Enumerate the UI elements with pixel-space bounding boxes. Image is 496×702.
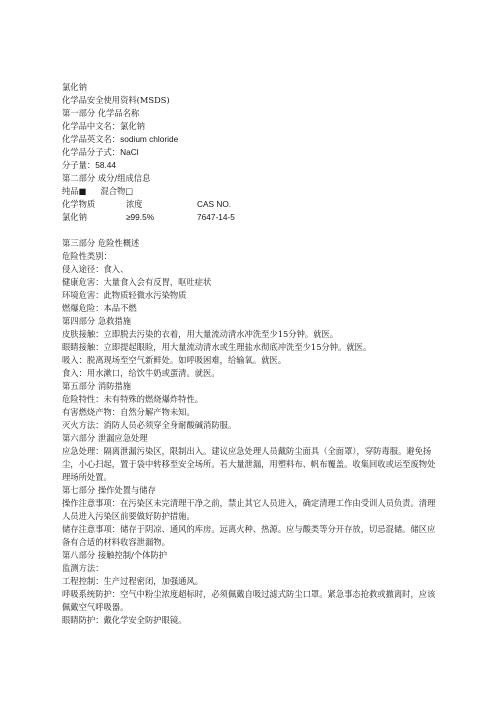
respiratory-protection: 呼吸系统防护：空气中粉尘浓度超标时，必须佩戴自吸过滤式防尘口罩。紧急事态抢救或撤离时，应该佩戴空气呼吸器。 (62, 589, 436, 612)
en-name (62, 133, 442, 146)
danger-properties: 危险特性：未有特殊的燃烧爆炸特性。 (62, 394, 204, 404)
part4-heading: 第四部分 急救措施 (62, 316, 132, 326)
formula (62, 146, 442, 159)
inhalation: 吸入：脱离现场至空气新鲜处。如呼吸困难，给输氧。就医。 (62, 355, 287, 365)
hazard-category: 危险性类别： (62, 251, 112, 261)
monitoring-method: 监测方法： (62, 563, 104, 573)
composition-header (62, 198, 442, 211)
spacer (62, 224, 442, 237)
part5-heading: 第五部分 消防措施 (62, 381, 132, 391)
extinguish-method: 灭火方法：消防人员必须穿全身耐酸碱消防服。 (62, 420, 237, 430)
composition-row (62, 211, 442, 224)
part3-heading: 第三部分 危险性概述 (62, 238, 140, 248)
eye-protection: 眼睛防护：戴化学安全防护眼镜。 (62, 615, 187, 625)
formula-label: 化学品分子式： (62, 147, 121, 157)
comp-cas: 7647-14-5 (197, 212, 235, 222)
leak-response: 应急处理：隔离泄漏污染区，限制出入。建议应急处理人员戴防尘面具（全面罩），穿防毒服。避免扬尘，小心扫起，置于袋中转移至安全场所。若大量泄漏，用塑料布、帆布覆盖。收集回收或运至废物处理场所处置。 (62, 446, 436, 482)
environment-hazard: 环境危害：此物质轻微水污染物质 (62, 290, 187, 300)
comp-header-concentration: 浓度 (126, 199, 143, 209)
ingestion: 食入：用水漱口，给饮牛奶或蛋清。就医。 (62, 368, 220, 378)
health-hazard: 健康危害：大量食入会有反胃，呕吐症状 (62, 277, 212, 287)
part8-heading: 第八部分 接触控制/个体防护 (62, 550, 167, 560)
doc-title: 氯化钠 (62, 82, 87, 92)
doc-subtitle: 化学品安全使用资料(MSDS) (62, 95, 170, 105)
combustion-products: 有害燃烧产物：自然分解产物未知。 (62, 407, 195, 417)
operation-notes: 操作注意事项：在污染区未完清理干净之前，禁止其它人员进入，确定清理工作由受训人员负责。清理人员进入污染区前要做好防护措施。 (62, 498, 436, 521)
comp-concentration: ≥99.5% (126, 212, 155, 222)
molecular-weight (62, 159, 442, 172)
msds-document (62, 81, 442, 627)
eye-contact: 眼睛接触：立即提起眼睑，用大量流动清水或生理盐水彻底冲洗至少15分钟。就医。 (62, 342, 372, 352)
fire-hazard: 燃爆危险：本品不燃 (62, 303, 137, 313)
storage-notes: 储存注意事项：储存于阴凉、通风的库房。远离火种、热源。应与酸类等分开存放，切忌混储。储区应备有合适的材料收容泄漏物。 (62, 524, 436, 547)
formula-value: NaCl (120, 147, 139, 157)
comp-header-substance: 化学物质 (62, 199, 96, 209)
cn-name: 化学品中文名：氯化钠 (62, 121, 145, 131)
mw-value: 58.44 (95, 160, 116, 170)
en-name-label: 化学品英文名： (62, 134, 121, 144)
comp-substance: 氯化钠 (62, 212, 87, 222)
skin-contact: 皮肤接触：立即脱去污染的衣着，用大量流动清水冲洗至少15分钟。就医。 (62, 329, 339, 339)
part2-heading: 第二部分 成分/组成信息 (62, 173, 151, 183)
comp-header-cas: CAS NO. (197, 199, 232, 209)
mw-label: 分子量： (62, 160, 96, 170)
purity-mix: 混合物□ (100, 186, 134, 196)
part6-heading: 第六部分 泄漏应急处理 (62, 433, 148, 443)
purity-pure: 纯品■ (62, 186, 87, 196)
part1-heading: 第一部分 化学品名称 (62, 108, 140, 118)
en-name-value: sodium chloride (120, 134, 179, 144)
intrusion-route: 侵入途径：食入、 (62, 264, 129, 274)
engineering-control: 工程控制：生产过程密闭，加强通风。 (62, 576, 204, 586)
part7-heading: 第七部分 操作处置与储存 (62, 485, 156, 495)
purity (62, 185, 442, 198)
